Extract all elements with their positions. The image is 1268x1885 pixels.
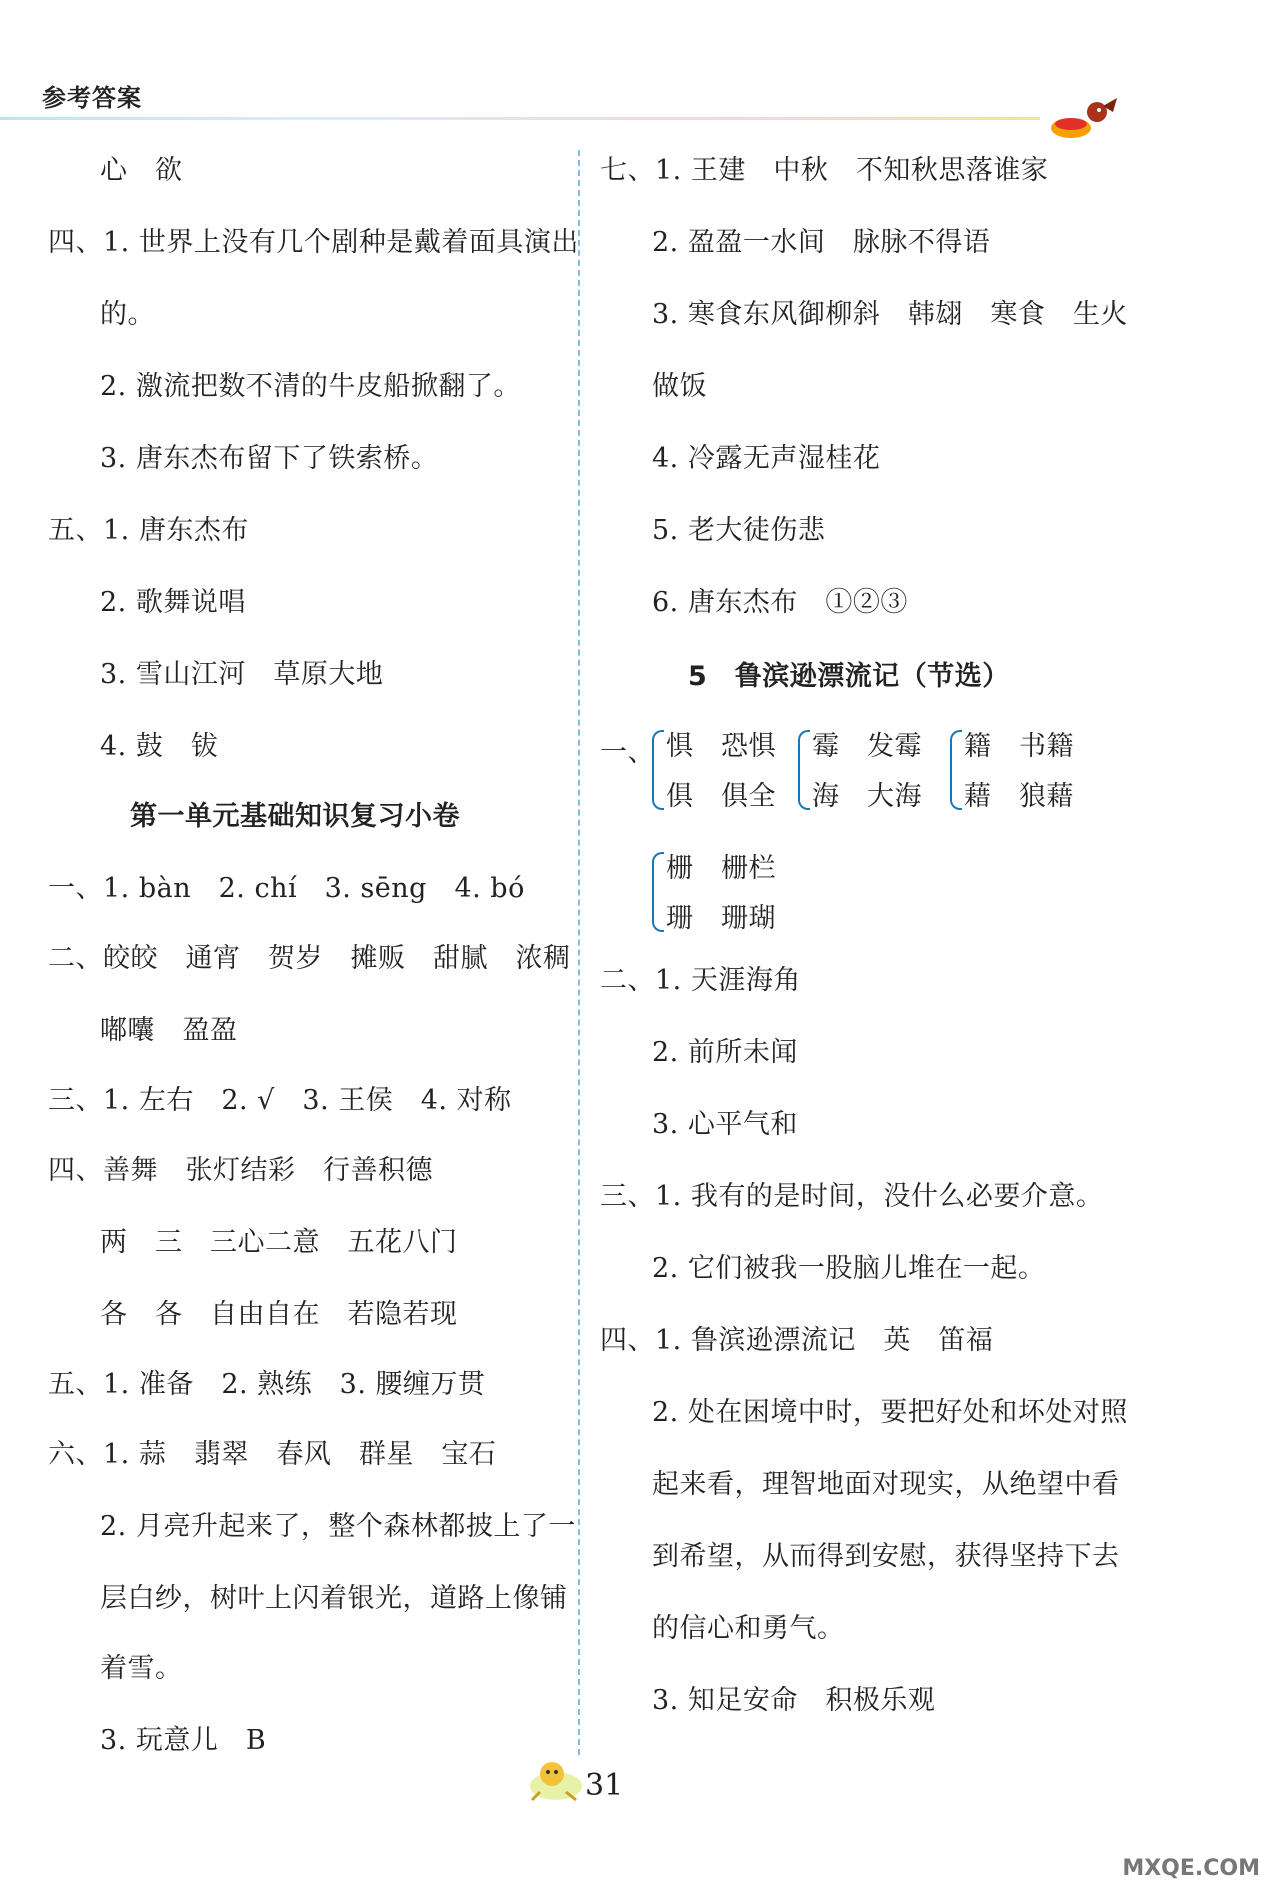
text-line: 3. 雪山江河 草原大地 (100, 659, 384, 690)
text-line: 五、1. 唐东杰布 (48, 515, 249, 546)
text-line: 的。 (100, 299, 155, 330)
text-line: 2. 月亮升起来了，整个森林都披上了一 (100, 1511, 576, 1542)
text-line: 一、 (600, 737, 655, 768)
text-line: 五、1. 准备 2. 熟练 3. 腰缠万贯 (48, 1369, 486, 1400)
mascot-icon (526, 1752, 586, 1804)
text-line: 3. 心平气和 (652, 1109, 798, 1140)
word-group-top: 籍 书籍 (964, 731, 1074, 762)
text-line: 嘟囔 盈盈 (100, 1015, 238, 1046)
text-line: 2. 前所未闻 (652, 1037, 798, 1068)
text-line: 3. 唐东杰布留下了铁索桥。 (100, 443, 439, 474)
text-line: 4. 鼓 钹 (100, 731, 219, 762)
brace-icon (950, 730, 962, 810)
text-line: 二、皎皎 通宵 贺岁 摊贩 甜腻 浓稠 (48, 943, 571, 974)
brace-icon (798, 730, 810, 810)
text-line: 起来看，理智地面对现实，从绝望中看 (652, 1469, 1120, 1500)
word-group-top: 惧 恐惧 (666, 731, 776, 762)
text-line: 2. 盈盈一水间 脉脉不得语 (652, 227, 991, 258)
column-divider (578, 150, 580, 1755)
watermark: MXQE.COM (1122, 1856, 1260, 1881)
page-number: 31 (585, 1768, 624, 1803)
brace-icon (652, 730, 664, 810)
section-heading: 第一单元基础知识复习小卷 (130, 801, 460, 832)
word-group-bottom: 海 大海 (812, 781, 922, 812)
page-header-title: 参考答案 (42, 84, 142, 112)
brace-icon (652, 852, 664, 932)
text-line: 层白纱，树叶上闪着银光，道路上像铺 (100, 1583, 568, 1614)
text-line: 3. 玩意儿 B (100, 1725, 267, 1756)
text-line: 4. 冷露无声湿桂花 (652, 443, 881, 474)
word-group-bottom: 珊 珊瑚 (666, 903, 776, 934)
text-line: 到希望，从而得到安慰，获得坚持下去 (652, 1541, 1120, 1572)
word-group-top: 霉 发霉 (812, 731, 922, 762)
text-line: 做饭 (652, 371, 707, 402)
text-line: 着雪。 (100, 1653, 183, 1684)
text-line: 六、1. 蒜 翡翠 春风 群星 宝石 (48, 1439, 497, 1470)
text-line: 四、善舞 张灯结彩 行善积德 (48, 1155, 433, 1186)
text-line: 2. 它们被我一股脑儿堆在一起。 (652, 1253, 1046, 1284)
word-group-bottom: 藉 狼藉 (964, 781, 1074, 812)
text-line: 心 欲 (100, 155, 183, 186)
text-line: 两 三 三心二意 五花八门 (100, 1227, 458, 1258)
text-line: 各 各 自由自在 若隐若现 (100, 1299, 458, 1330)
text-line: 一、1. bàn 2. chí 3. sēng 4. bó (48, 873, 525, 904)
text-line: 5. 老大徒伤悲 (652, 515, 826, 546)
section-heading: 5 鲁滨逊漂流记（节选） (688, 661, 1010, 692)
text-line: 七、1. 王建 中秋 不知秋思落谁家 (600, 155, 1049, 186)
text-line: 四、1. 世界上没有几个剧种是戴着面具演出 (48, 227, 579, 258)
text-line: 2. 激流把数不清的牛皮船掀翻了。 (100, 371, 521, 402)
text-line: 四、1. 鲁滨逊漂流记 英 笛福 (600, 1325, 994, 1356)
text-line: 6. 唐东杰布 ①②③ (652, 587, 908, 618)
text-line: 2. 歌舞说唱 (100, 587, 246, 618)
text-line: 二、1. 天涯海角 (600, 965, 801, 996)
text-line: 3. 寒食东风御柳斜 韩翃 寒食 生火 (652, 299, 1128, 330)
header-rule (0, 117, 1040, 120)
text-line: 三、1. 左右 2. √ 3. 王侯 4. 对称 (48, 1085, 512, 1116)
word-group-top: 栅 栅栏 (666, 853, 776, 884)
text-line: 的信心和勇气。 (652, 1613, 845, 1644)
cartoon-icon (1045, 90, 1125, 150)
text-line: 3. 知足安命 积极乐观 (652, 1685, 936, 1716)
text-line: 2. 处在困境中时，要把好处和坏处对照 (652, 1397, 1128, 1428)
text-line: 三、1. 我有的是时间，没什么必要介意。 (600, 1181, 1104, 1212)
word-group-bottom: 俱 俱全 (666, 781, 776, 812)
